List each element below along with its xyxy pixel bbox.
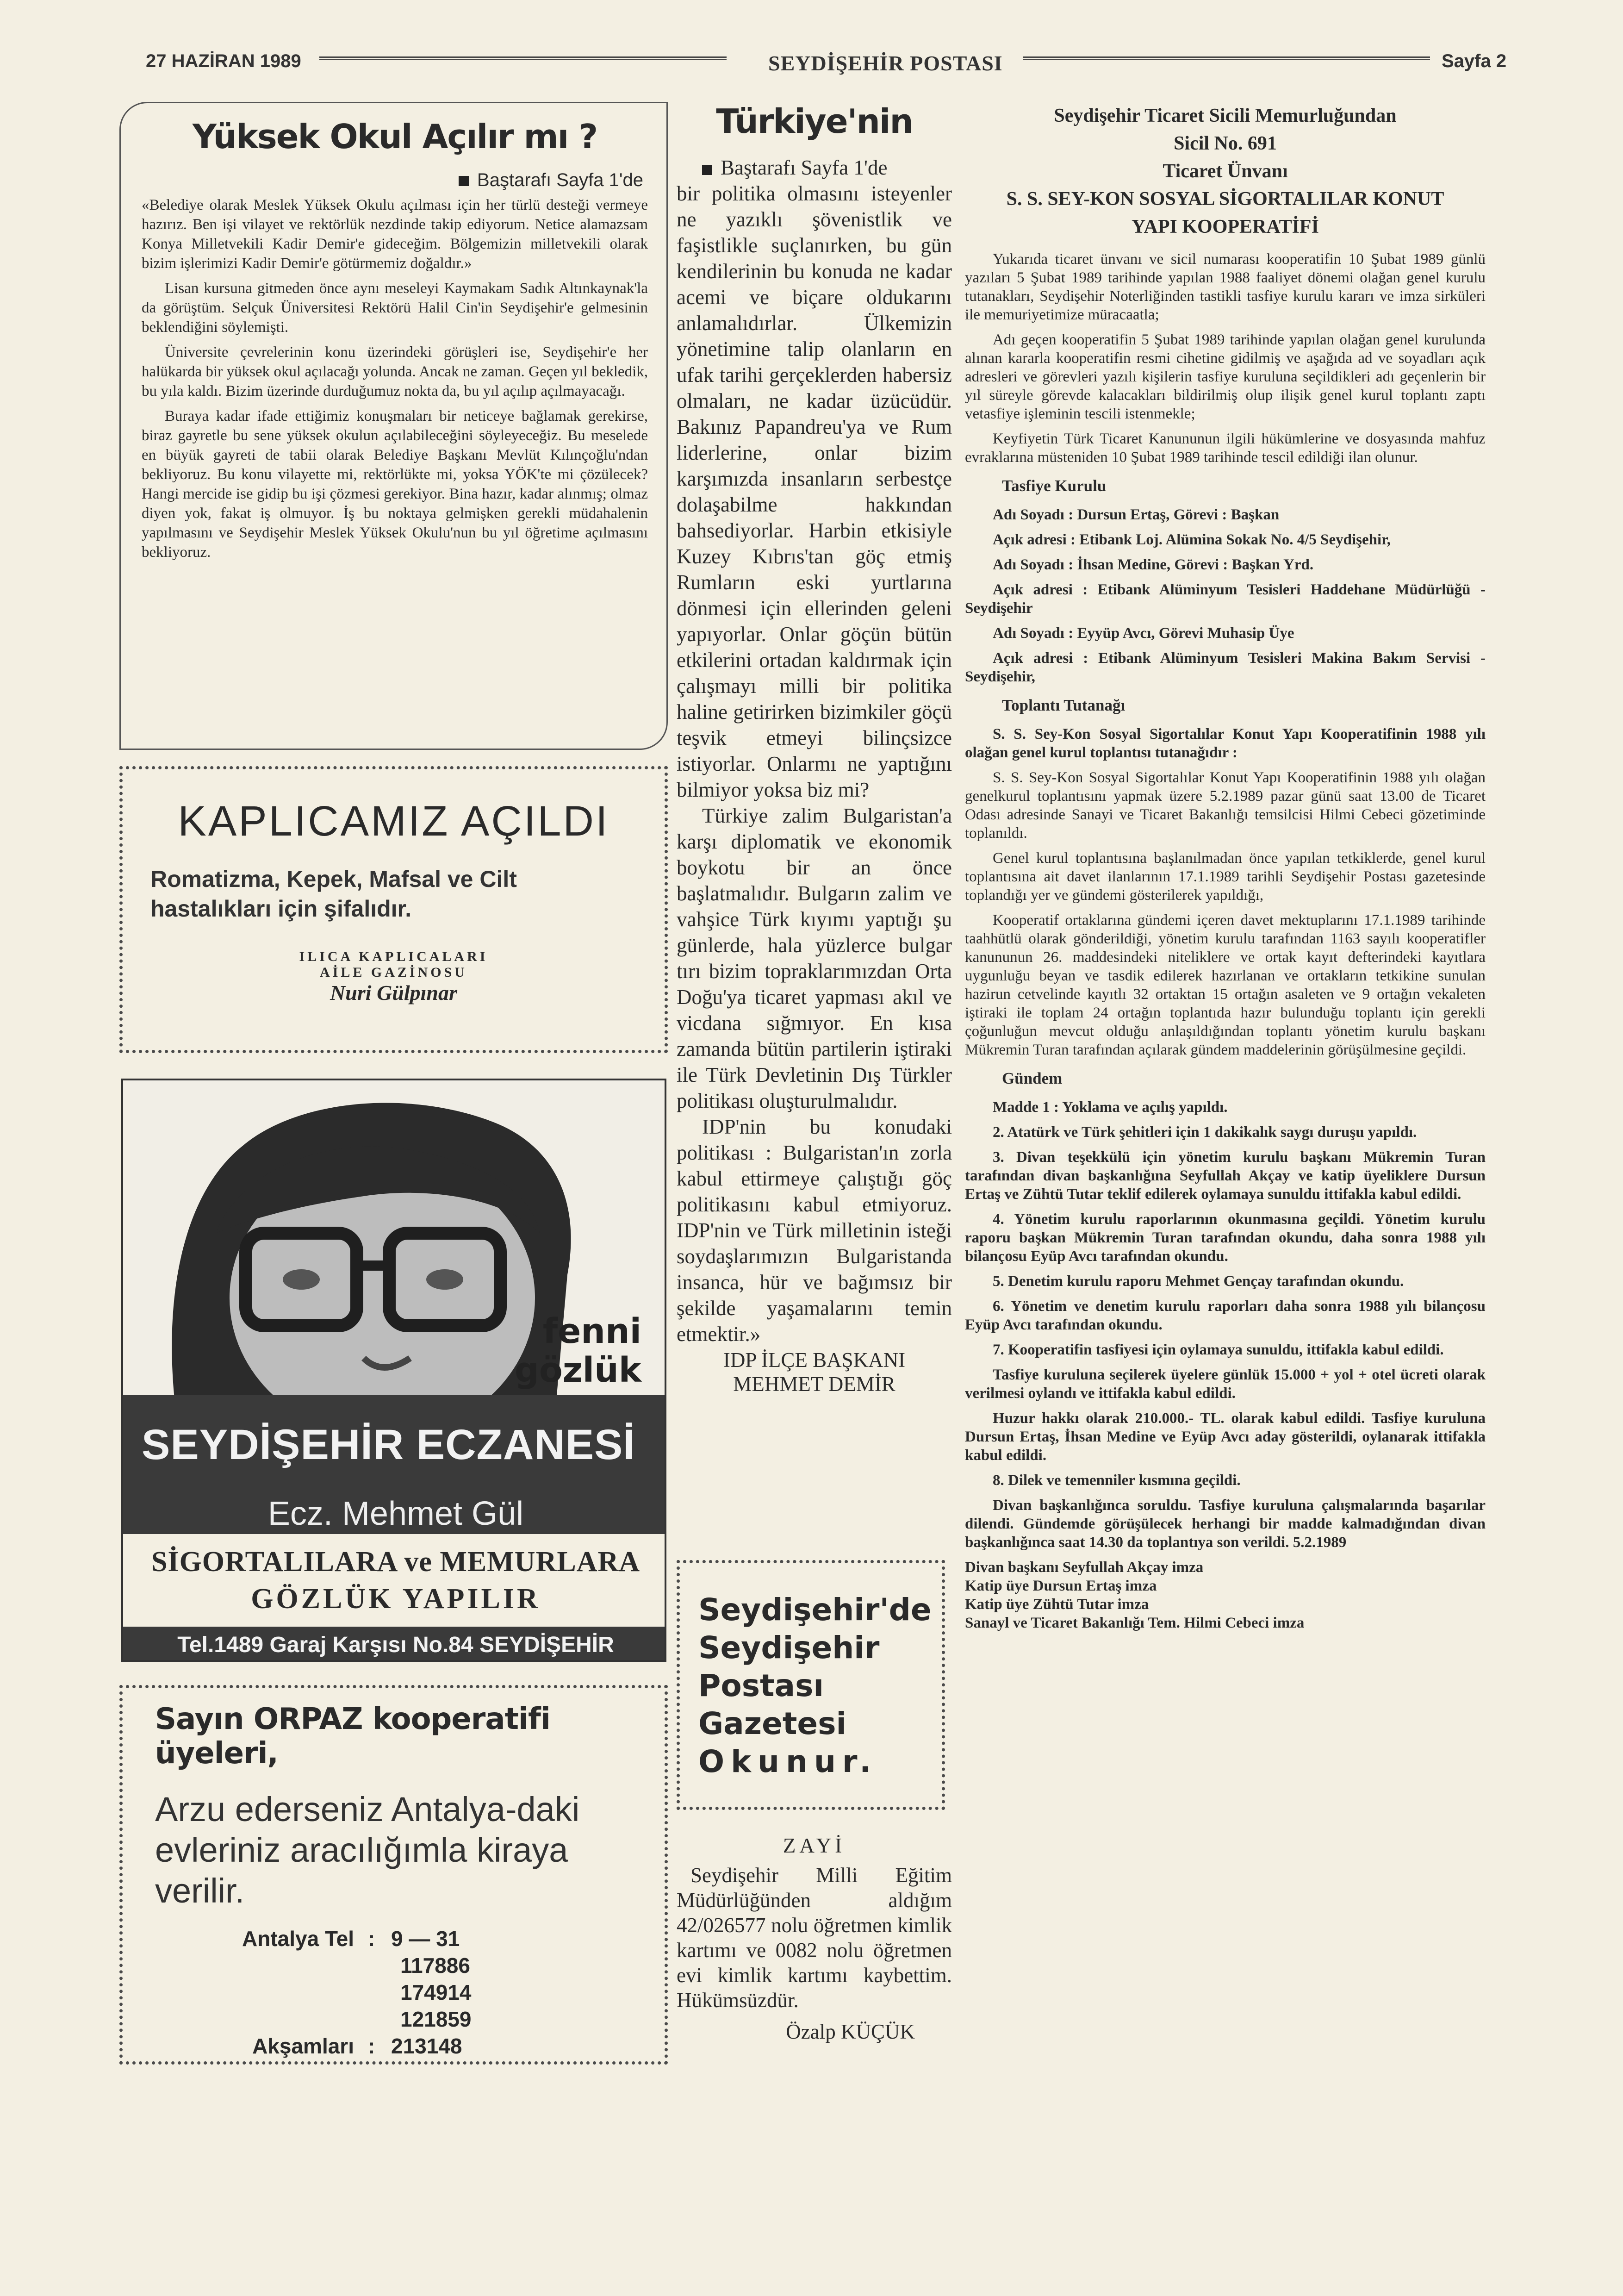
agenda-item: 5. Denetim kurulu raporu Mehmet Gençay tarafından okundu.	[993, 1273, 1404, 1290]
section-label: Toplantı Tutanağı	[1002, 696, 1126, 714]
notice-heading: YAPI KOOPERATİFİ	[1132, 216, 1319, 237]
notice-zayi	[677, 1833, 952, 2044]
article-title: Türkiye'nin	[716, 102, 913, 141]
paragraph: Türkiye zalim Bulgaristan'a karşı diplomatik ve ekonomik boykotu bir an önce başlatmalıdır. Bulgarın zalim ve vahşice Türk kıyımı yaptığı şu günlerde, hala yüzlerce bulgar tırı bizim topraklarımızdan Orta Doğu'ya ticaret yapması akıl ve vicdana sığmıyor. En kısa zamanda bütün partilerin iştiraki ile Türk Devletinin Dış Türkler politikası oluşturulmalıdır.	[677, 804, 952, 1112]
phone-numbers	[400, 1952, 632, 2033]
ad-title: KAPLICAMIZ AÇILDI	[178, 798, 609, 845]
section-label: Tasfiye Kurulu	[1002, 477, 1107, 495]
ad-kaplica	[119, 766, 668, 1053]
ad-line: Seydişehir'de	[698, 1592, 932, 1628]
agenda-item: 2. Atatürk ve Türk şehitleri için 1 dakikalık saygı duruşu yapıldı.	[993, 1124, 1417, 1141]
notice-heading: S. S. SEY-KON SOSYAL SİGORTALILAR KONUT	[1006, 188, 1444, 210]
paragraph: Üniversite çevrelerinin konu üzerindeki görüşleri ise, Seydişehir'e her halükarda bir yüksek okul açılacağı yolunda. Ancak ne zaman. Geçen yıl bekledik, bu yıla kaldı. Bizim üzerinde durduğumuz nokta da, bu yıl açılıp açılmayacağı.	[142, 344, 648, 399]
member-line: Açık adresi : Etibank Alüminyum Tesisleri Makina Bakım Servisi - Seydişehir,	[965, 650, 1486, 685]
signature-line: Katip üye Dursun Ertaş imza	[965, 1578, 1157, 1594]
notice-heading: Seydişehir Ticaret Sicili Memurluğundan	[1054, 105, 1397, 126]
phone-list: Antalya Tel : 9 — 31 117886 174914 121859 Akşamları : 213148	[155, 1925, 632, 2059]
page-number: Sayfa 2	[1442, 51, 1507, 71]
notice-title: ZAYİ	[783, 1834, 846, 1857]
paragraph: S. S. Sey-Kon Sosyal Sigortalılar Konut Yapı Kooperatifinin 1988 yılı olağan genel kurul toplantısı tutanağıdır :	[965, 726, 1486, 761]
paragraph: Adı geçen kooperatifin 5 Şubat 1989 tarihinde yapılan olağan genel kurulunda alınan kararla kooperatifin resmi cihetine gidilmiş ve aşağıda ad ve soyadları açık adresleri ve görevleri yazılı kişilerin tasfiye kuruluna seçildikleri adı geçenlerin bir yıl süreyle görevde kalacakları bildirilmiş olup ilişik genel kurul toplantı zaptı vetasfiye işleminin tescili istenmekle;	[965, 331, 1486, 422]
ad-signature	[150, 949, 637, 1005]
agenda-item: 6. Yönetim ve denetim kurulu raporları daha sonra 1988 yılı bilançosu Eyüp Avcı tarafından okundu.	[965, 1298, 1486, 1333]
agenda-item: 3. Divan teşekkülü için yönetim kurulu başkanı Mükremin Turan tarafından divan başkanlığına Seyfullah Akçay ve katip üyeliklere Dursun Ertaş ve Zühtü Tutar teklif edilerek oylamaya sunuldu ittifakla kabul edildi.	[965, 1149, 1486, 1203]
notice-signature: Özalp KÜÇÜK	[786, 2020, 915, 2043]
bullet-square-icon	[459, 176, 469, 186]
ad-title: Sayın ORPAZ kooperatifi üyeleri,	[155, 1702, 550, 1771]
agenda-item: Huzur hakkı olarak 210.000.- TL. olarak kabul edildi. Tasfiye kuruluna Dursun Ertaş, İhsan Medine ve Eyüp Avcı aday gösterildi, oylanarak ittifakla kabul edildi.	[965, 1410, 1486, 1464]
phone-number: 117886	[400, 1953, 470, 1978]
bullet-square-icon	[702, 165, 712, 175]
ad-line: Gazetesi	[698, 1706, 847, 1741]
paragraph: Genel kurul toplantısına başlanılmadan önce yapılan tetkiklerde, genel kurul toplantısına ait davet ilanlarının 17.1.1989 tarihli Seydişehir Postası gazetesinde toplandığı yer ve gündemi gösterilerek yapıldığı,	[965, 850, 1486, 904]
paragraph: Lisan kursuna gitmeden önce aynı meseleyi Kaymakam Sadık Altınkaynak'la da görüştüm. Selçuk Üniversitesi Rektörü Halil Cin'in Seydişehir'e gelmesinin beklendiğini söylemişti.	[142, 280, 648, 336]
bleed-through-texture	[1495, 88, 1587, 1569]
notice-ticaret-sicil	[965, 102, 1486, 1632]
agenda-item: 7. Kooperatifin tasfiyesi için oylamaya sunuldu, ittifakla kabul edildi.	[993, 1341, 1444, 1358]
ad-line: Postası	[698, 1668, 824, 1703]
member-line: Adı Soyadı : İhsan Medine, Görevi : Başkan Yrd.	[993, 556, 1314, 573]
ad-line: Okunur.	[698, 1744, 878, 1779]
article-title: Yüksek Okul Açılır mı ?	[192, 117, 597, 156]
phone-label: Akşamları	[252, 2034, 354, 2058]
article-body	[677, 155, 952, 1347]
phone-number: 121859	[400, 2007, 472, 2031]
ad-orpaz	[119, 1685, 668, 2065]
pharmacy-address: Tel.1489 Garaj Karşısı No.84 SEYDİŞEHİR	[123, 1627, 666, 1662]
signature-line: Divan başkanı Seyfullah Akçay imza	[965, 1559, 1204, 1576]
pharmacist-name: Ecz. Mehmet Gül	[267, 1495, 524, 1532]
member-line: Açık adresi : Etibank Alüminyum Tesisleri Haddehane Müdürlüğü - Seydişehir	[965, 581, 1486, 617]
ad-line: GÖZLÜK YAPILIR	[251, 1583, 541, 1615]
ad-line: Seydişehir	[698, 1630, 880, 1666]
paragraph: bir politika olmasını isteyenler ne yazıklı şövenistlik ve faşistlikle suçlanırken, bu gün kendilerinin bu konuda ne kadar acemi ve biçare oldukarını anlamalıdırlar. Ülkemizin yönetimine talip olanların en ufak tarihi gerçeklerden habersiz olmaları, ne kadar üzücüdür. Bakınız Papandreu'ya ve Rum liderlerine, onlar bizim karşımızda insanların serbestçe dolaşabilme hakkından bahsediyorlar. Harbin etkisiyle Kuzey Kıbrıs'tan göç etmiş Rumların eski yurtlarına dönmesi için ellerinden geleni yapıyorlar. Onlar göçün bütün etkilerini ortadan kaldırmak için çalışmayı milli bir politika haline getirirken bizimkiler göçü teşvik etmeyi bilinçsizce istiyorlar. Onlarmı ne yaptığını bilmiyor yoksa biz mi?	[677, 182, 952, 801]
article-yuksek-okul	[119, 102, 668, 750]
agenda-item: Tasfiye kuruluna seçilerek üyelere günlük 15.000 + yol + otel ücreti olarak verilmesi oylandı ve ittifakla kabul edildi.	[965, 1366, 1486, 1402]
notice-heading: Ticaret Ünvanı	[1163, 161, 1288, 182]
signature-line: Sanayl ve Ticaret Bakanlığı Tem. Hilmi Cebeci imza	[965, 1615, 1305, 1631]
ad-line: SİGORTALILARA ve MEMURLARA	[151, 1546, 640, 1578]
sign-line: ILICA KAPLICALARI	[299, 949, 488, 964]
agenda-item: Madde 1 : Yoklama ve açılış yapıldı.	[993, 1099, 1228, 1116]
paragraph: IDP'nin bu konudaki politikası : Bulgaristan'ın zorla kabul ettirmeye çalıştığı göç politikasını kabul etmiyoruz. IDP'nin ve Türk milletinin isteği soydaşlarımızın Bulgaristanda insanca, hür ve bağımsız bir şekilde yaşamalarını temin etmektir.»	[677, 1115, 952, 1346]
header-rule-right	[1023, 56, 1430, 60]
paragraph: S. S. Sey-Kon Sosyal Sigortalılar Konut Yapı Kooperatifinin 1988 yılı olağan genelkurul toplantısını yapmak üzere 5.2.1989 pazar günü saat 13.00 de Ticaret Odası adresinde Sanayi ve Ticaret Bakanlığı temsilcisi Hilmi Cebeci gözetiminde toplanıldı.	[965, 769, 1486, 842]
newspaper-name: SEYDİŞEHİR POSTASI	[768, 51, 1003, 75]
phone-prefix: 9 — 31	[391, 1927, 460, 1951]
paragraph: Buraya kadar ifade ettiğimiz konuşmaları bir neticeye bağlamak gerekirse, biraz gayretle bu sene yüksek okulun açılabileceğini söyleyeceğiz. Bu meselede en büyük gayreti de tabii olarak Belediye Başkanı Mevlüt Kılınçoğlu'ndan bekliyoruz. Bu konu vilayette mi, rektörlükte mi, yoksa YÖK'te mi çözülecek? Hangi mercide ise gidip bu işi çözmesi gerekiyor. Bina hazır, kadar alınmış; olmaz diyen yok, fakat iş olmuyor. İş bu noktaya gelmişken gerekli müdahalenin yapılmasını ve Seydişehir Meslek Yüksek Okulu'nun bu yıl öğretime açılmasını bekliyoruz.	[142, 408, 648, 561]
paragraph: «Belediye olarak Meslek Yüksek Okulu açılması için her türlü desteği vermeye hazırız. Ben işi vilayet ve rektörlük nezdinde takip ediyorum. Netice alamazsam Konya Milletvekili Kadir Demir'e gideceğim. Bölgemizin milletvekili olarak bizim işlerimizi Kadir Demir'e götürmemiz doğaldır.»	[142, 197, 648, 272]
ad-text: Arzu ederseniz Antalya-daki evleriniz aracılığımla kiraya verilir.	[155, 1790, 580, 1910]
sign-name: Nuri Gülpınar	[330, 981, 457, 1004]
article-signature: IDP İLÇE BAŞKANI MEHMET DEMİR	[723, 1348, 906, 1396]
agenda-item: Divan başkanlığınca soruldu. Tasfiye kuruluna çalışmalarında başarılar dilendi. Gündemde görüşülecek herhangi bir madde kalmadığından divan başkanlığınca saat 14.30 da toplantıya son verildi. 5.2.1989	[965, 1497, 1486, 1551]
agenda-item: 4. Yönetim kurulu raporlarının okunmasına geçildi. Yönetim kurulu raporu başkan Mükremin Turan tarafından okundu, daha sonra 1988 yılı bilançosu Eyüp Avcı tarafından okundu.	[965, 1211, 1486, 1265]
continued-note: Baştarafı Sayfa 1'de	[677, 155, 952, 181]
member-line: Adı Soyadı : Eyyüp Avcı, Görevi Muhasip Üye	[993, 625, 1294, 642]
paragraph: Keyfiyetin Türk Ticaret Kanununun ilgili hükümlerine ve dosyasında mahfuz evraklarına müsteniden 10 Şubat 1989 tarihinde tescil edildiği ilan olunur.	[965, 430, 1486, 466]
issue-date: 27 HAZİRAN 1989	[146, 51, 301, 71]
notice-text: Seydişehir Milli Eğitim Müdürlüğünden aldığım 42/026577 nolu öğretmen kimlik kartımı ve 0082 nolu öğretmen evi kimlik kartımı kaybettim. Hükümsüzdür.	[677, 1864, 952, 2012]
pharmacy-name: SEYDİŞEHİR ECZANESİ	[142, 1421, 635, 1468]
pharmacy-banner	[123, 1395, 666, 1534]
ad-tagline: fenni gözlük	[514, 1311, 641, 1390]
phone-number: 174914	[400, 1980, 472, 2004]
article-turkiye	[677, 102, 952, 1396]
sign-line: AİLE GAZİNOSU	[320, 965, 467, 980]
section-label: Gündem	[1002, 1069, 1063, 1087]
paragraph: Kooperatif ortaklarına gündemi içeren davet mektuplarını 17.1.1989 tarihinde taahhütlü olarak gönderildiği, yönetim kurulu tarafından 1163 sayılı kooperatifler kanununun 26. maddesindeki niteliklere ve ortak kayıt defterindeki kayıtlara uygunluğu beyan ve tasdik edilerek hazırlanan ve ortakların tetkikine sunulan hazirun cetvelinde kayıtlı 32 ortaktan 15 ortağın asaleten ve 9 ortağın vekaleten iştiraki ile toplam 24 ortağın toplantıda hazır bulunduğu toplantı için gerekli çoğunluğun mevcut olduğu anlaşıldığından toplantı yönetim kurulu başkanı Mükremin Turan tarafından açılarak gündem maddelerinin görüşülmesine geçildi.	[965, 912, 1486, 1058]
phone-label: Antalya Tel	[242, 1927, 354, 1951]
signature-line: Katip üye Zühtü Tutar imza	[965, 1596, 1149, 1613]
paragraph: Yukarıda ticaret ünvanı ve sicil numarası kooperatifin 10 Şubat 1989 günlü yazıları 5 Şubat 1989 tarihinde yapılan 1988 faaliyet dönemi olağan genel kurulu tutanakları, Seydişehir Noterliğinden tastikli tasfiye kurulu kararı ve imza sirküleri ile memuriyetimize müracaatla;	[965, 251, 1486, 323]
agenda-item: 8. Dilek ve temenniler kısmına geçildi.	[993, 1472, 1241, 1489]
member-line: Açık adresi : Etibank Loj. Alümina Sokak No. 4/5 Seydişehir,	[993, 531, 1391, 548]
ad-text: Romatizma, Kepek, Mafsal ve Cilt hastalıkları için şifalıdır.	[150, 866, 517, 922]
ad-seydisehir-postasi	[677, 1560, 945, 1810]
phone-number: 213148	[391, 2034, 462, 2058]
notice-heading: Sicil No. 691	[1174, 133, 1277, 154]
continued-note: Baştarafı Sayfa 1'de	[142, 170, 643, 191]
article-body	[142, 195, 648, 562]
member-line: Adı Soyadı : Dursun Ertaş, Görevi : Başkan	[993, 506, 1280, 523]
ad-eczane	[121, 1079, 666, 1662]
header-rule-left	[319, 56, 727, 60]
